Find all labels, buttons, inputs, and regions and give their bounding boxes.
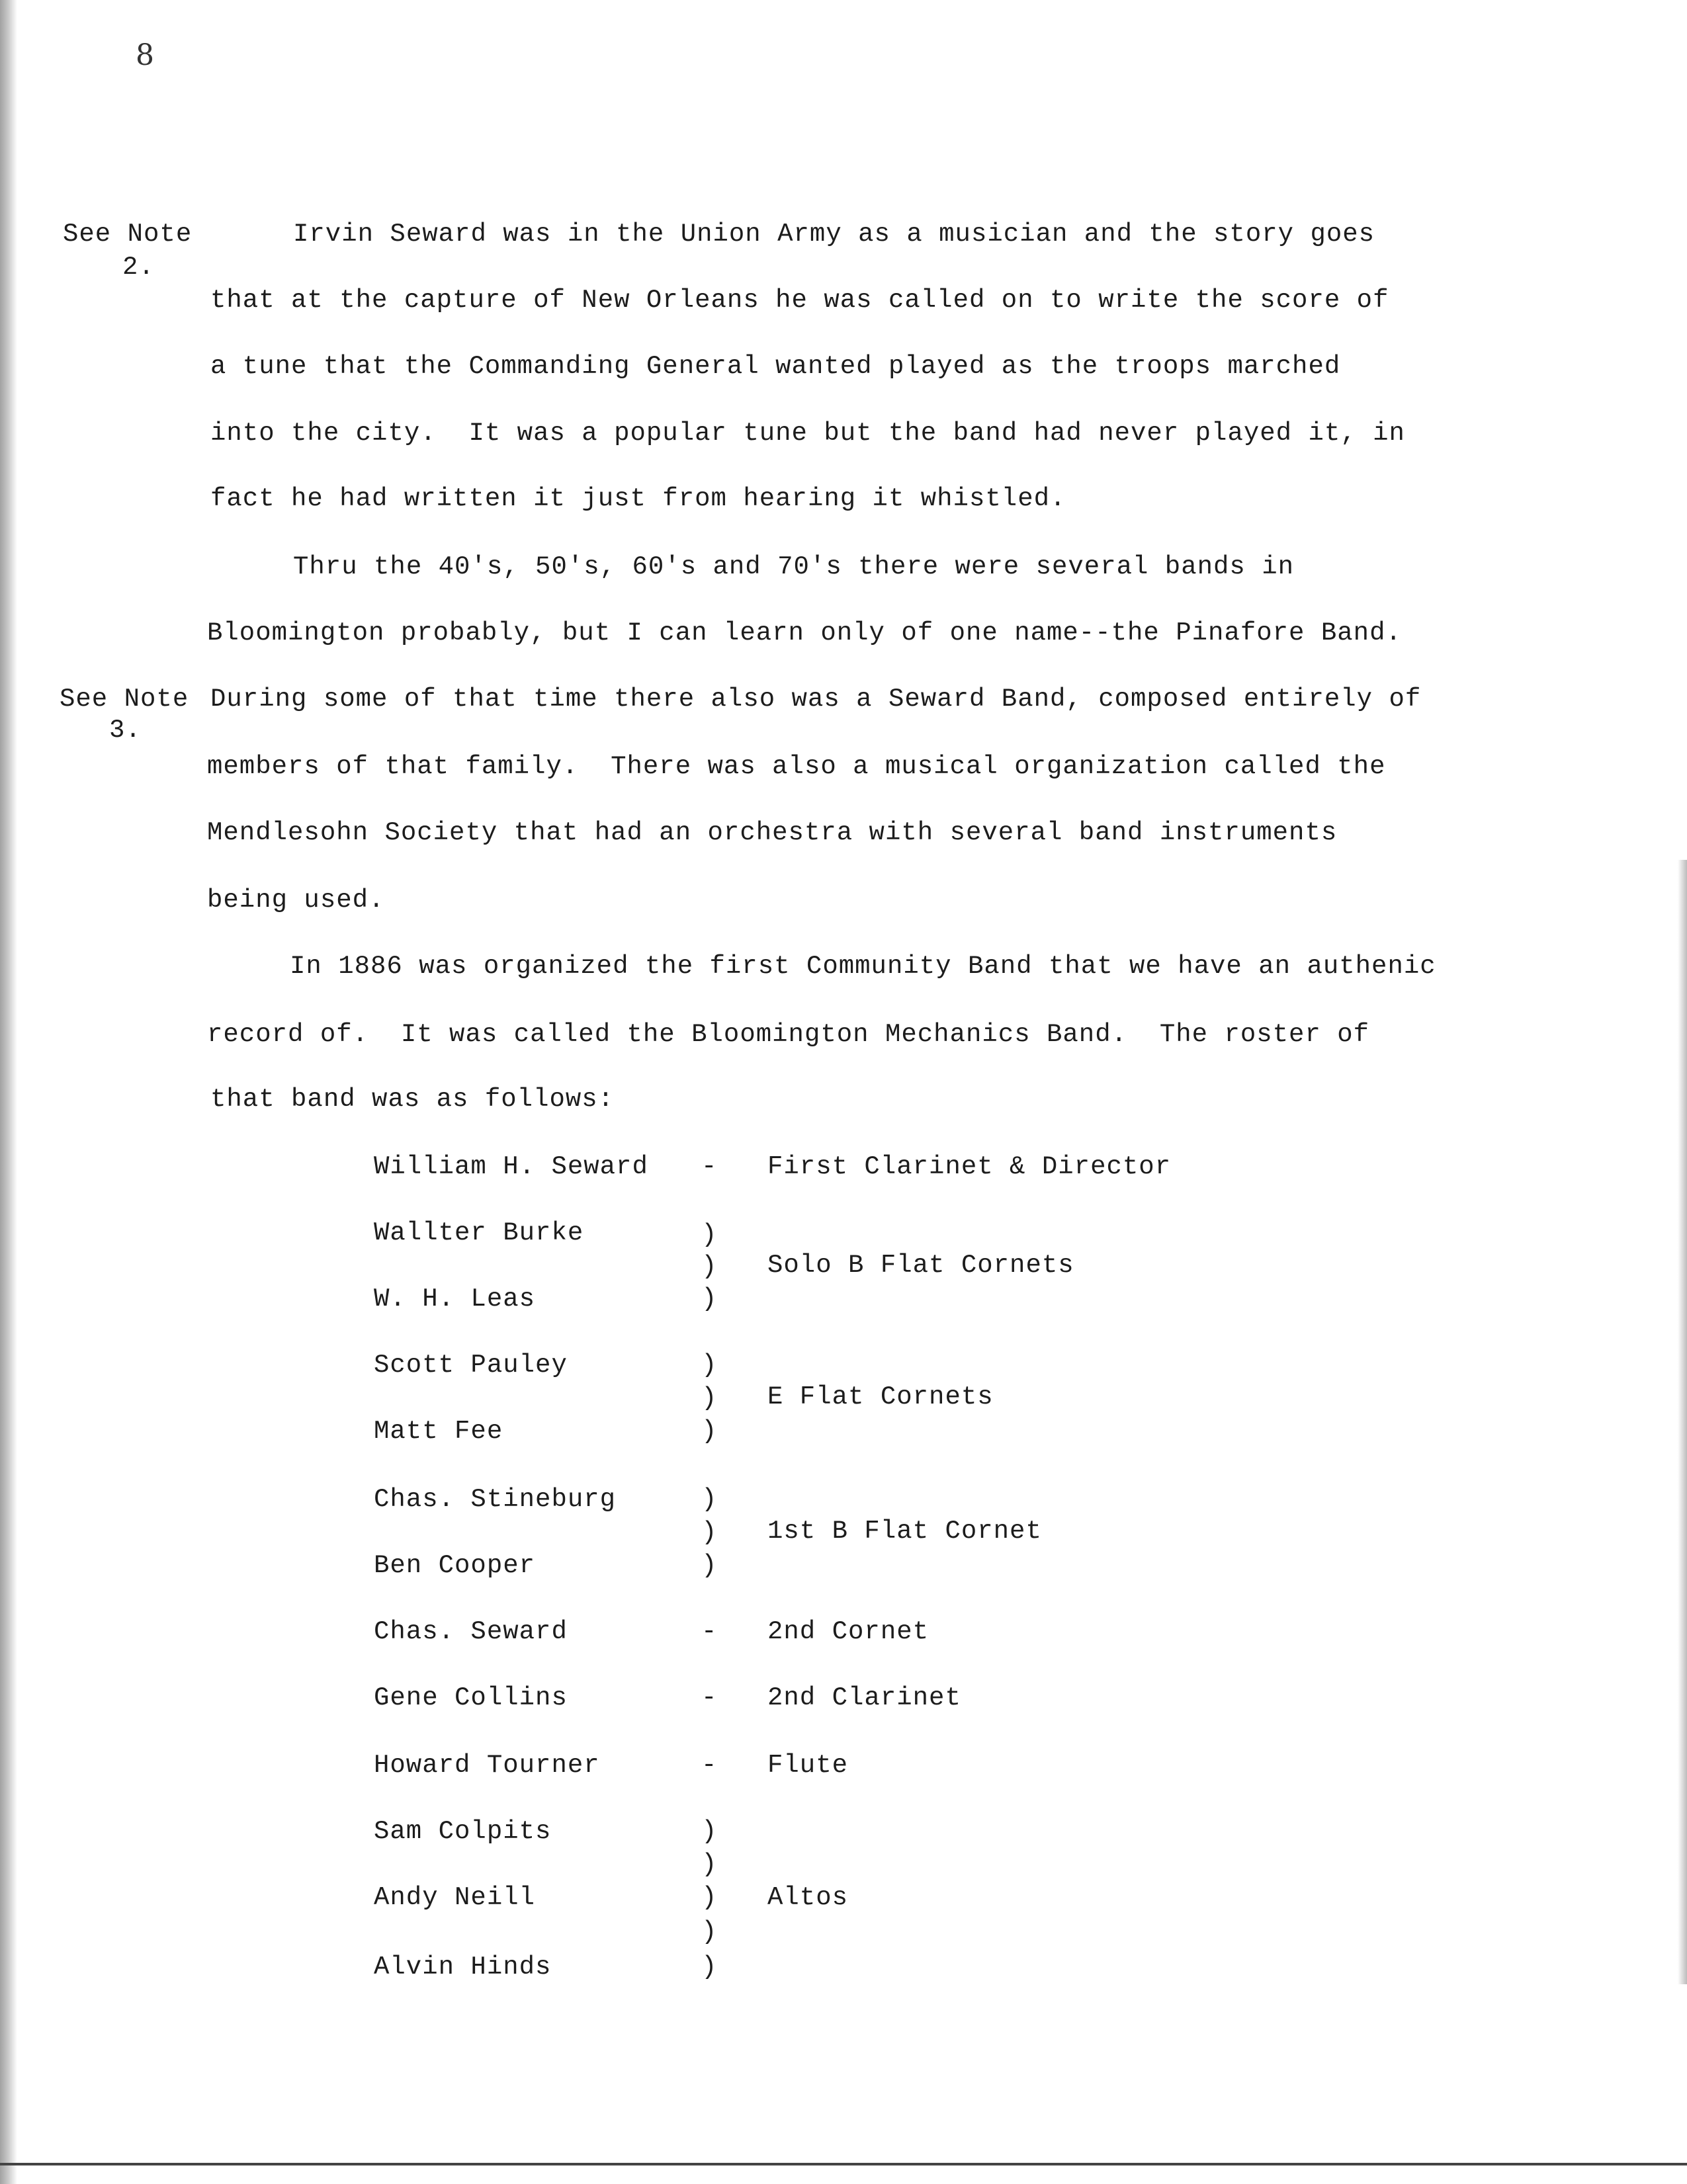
roster-name: Scott Pauley — [374, 1351, 568, 1380]
margin-note-label: See Note — [63, 220, 193, 249]
roster-name: Alvin Hinds — [374, 1953, 552, 1982]
roster-name: Ben Cooper — [374, 1551, 536, 1580]
roster-bracket: ) — [701, 1485, 718, 1514]
roster-dash: - — [701, 1617, 718, 1646]
paragraph-line: members of that family. There was also a musical organization called the — [207, 752, 1386, 781]
roster-part: Solo B Flat Cornets — [767, 1251, 1074, 1280]
roster-part: 1st B Flat Cornet — [767, 1517, 1042, 1546]
roster-bracket: ) — [701, 1953, 718, 1982]
roster-bracket: ) — [701, 1917, 718, 1947]
scan-bottom-border — [0, 2163, 1687, 2165]
roster-bracket: ) — [701, 1417, 718, 1446]
paragraph-line: a tune that the Commanding General wanted played as the troops marched — [210, 352, 1341, 381]
roster-dash: - — [701, 1152, 718, 1181]
paragraph-line: fact he had written it just from hearing it whistled. — [210, 484, 1066, 513]
roster-name: Chas. Seward — [374, 1617, 568, 1646]
roster-bracket: ) — [701, 1351, 718, 1380]
roster-name: Howard Tourner — [374, 1751, 600, 1780]
roster-name: Sam Colpits — [374, 1817, 552, 1846]
roster-bracket: ) — [701, 1518, 718, 1547]
roster-bracket: ) — [701, 1817, 718, 1846]
roster-name: Wallter Burke — [374, 1218, 584, 1247]
margin-note-number: 3. — [109, 716, 142, 745]
roster-name: Chas. Stineburg — [374, 1485, 617, 1514]
roster-bracket: ) — [701, 1384, 718, 1413]
roster-name: W. H. Leas — [374, 1284, 536, 1314]
roster-name: Matt Fee — [374, 1417, 503, 1446]
roster-part: First Clarinet & Director — [767, 1152, 1172, 1181]
paragraph-line: that band was as follows: — [210, 1085, 615, 1114]
roster-part: 2nd Clarinet — [767, 1683, 961, 1712]
roster-dash: - — [701, 1683, 718, 1712]
paragraph-line: being used. — [207, 886, 385, 915]
roster-part: E Flat Cornets — [767, 1382, 994, 1411]
roster-bracket: ) — [701, 1252, 718, 1281]
paragraph-line: into the city. It was a popular tune but the band had never played it, in — [210, 419, 1405, 448]
roster-bracket: ) — [701, 1850, 718, 1879]
margin-note-label: See Note — [60, 685, 189, 714]
roster-part: Flute — [767, 1751, 849, 1780]
paragraph-line: Bloomington probably, but I can learn only of one name--the Pinafore Band. — [207, 618, 1402, 648]
paragraph-line: Thru the 40's, 50's, 60's and 70's there were several bands in — [293, 552, 1295, 581]
roster-name: William H. Seward — [374, 1152, 648, 1181]
paragraph-line: Irvin Seward was in the Union Army as a musician and the story goes — [293, 220, 1375, 249]
paragraph-line: Mendlesohn Society that had an orchestra with several band instruments — [207, 818, 1338, 847]
scan-edge-shadow — [0, 0, 17, 2184]
margin-note-number: 2. — [122, 253, 155, 282]
roster-bracket: ) — [701, 1220, 718, 1249]
paragraph-line: During some of that time there also was a Seward Band, composed entirely of — [210, 685, 1422, 714]
roster-bracket: ) — [701, 1883, 718, 1912]
roster-name: Gene Collins — [374, 1683, 568, 1712]
roster-bracket: ) — [701, 1551, 718, 1580]
scan-edge-shadow-right — [1678, 860, 1687, 1984]
roster-part: Altos — [767, 1883, 849, 1912]
roster-bracket: ) — [701, 1284, 718, 1314]
paragraph-line: record of. It was called the Bloomington Mechanics Band. The roster of — [207, 1020, 1370, 1049]
paragraph-line: In 1886 was organized the first Community Band that we have an authenic — [290, 952, 1436, 981]
roster-dash: - — [701, 1751, 718, 1780]
page-mark: 8 — [136, 38, 154, 72]
roster-part: 2nd Cornet — [767, 1617, 930, 1646]
roster-name: Andy Neill — [374, 1883, 536, 1912]
paragraph-line: that at the capture of New Orleans he was called on to write the score of — [210, 286, 1389, 315]
